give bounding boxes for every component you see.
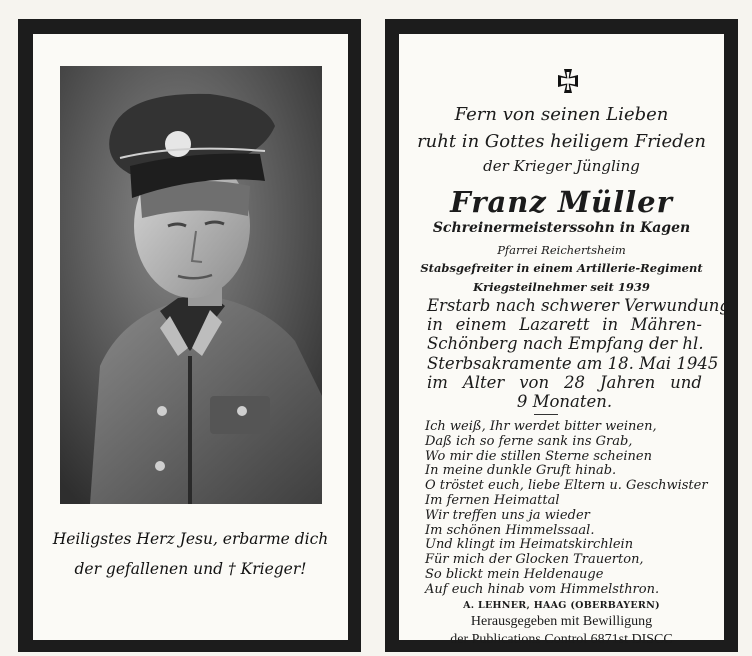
iron-cross-icon xyxy=(553,68,583,94)
rank-line: Stabsgefreiter in einem Artillerie-Regiment xyxy=(420,261,703,275)
poem-line: Auf euch hinab vom Himmelsthron. xyxy=(425,581,660,597)
memorial-text-card xyxy=(385,19,738,652)
poem-line: Wo mir die stillen Sterne scheinen xyxy=(425,448,652,464)
death-line: Sterbsakramente am 18. Mai 1945 xyxy=(427,353,719,373)
header-line: Fern von seinen Lieben xyxy=(454,104,669,125)
poem-line: Wir treffen uns ja wieder xyxy=(425,507,590,523)
poem-line: So blickt mein Heldenauge xyxy=(425,566,604,582)
memorial-photo-card xyxy=(18,19,361,652)
poem-line: In meine dunkle Gruft hinab. xyxy=(425,463,617,479)
death-line: im Alter von 28 Jahren und xyxy=(427,372,702,392)
death-line: Erstarb nach schwerer Verwundung xyxy=(427,296,730,315)
header-line: ruht in Gottes heiligem Frieden xyxy=(417,131,706,152)
text-card-inner xyxy=(399,34,730,647)
header-line: der Krieger Jüngling xyxy=(483,157,640,175)
poem-line: O tröstet euch, liebe Eltern u. Geschwister xyxy=(425,478,708,494)
soldier-portrait-image xyxy=(60,66,322,504)
death-notice xyxy=(427,296,730,412)
poem-line: Für mich der Glocken Trauerton, xyxy=(425,552,644,568)
deceased-name: Franz Müller xyxy=(450,185,673,219)
death-line: 9 Monaten. xyxy=(516,392,613,412)
poem-line: Im fernen Heimattal xyxy=(425,492,560,508)
memorial-poem xyxy=(425,420,708,598)
soldier-portrait-photo xyxy=(60,66,322,504)
prayer-line: Heiligstes Herz Jesu, erbarme dich xyxy=(52,530,329,548)
printer-credit: A. LEHNER, HAAG (OBERBAYERN) xyxy=(463,600,660,611)
service-line: Kriegsteilnehmer seit 1939 xyxy=(473,280,650,294)
divider xyxy=(534,414,558,415)
poem-line: Im schönen Himmelssaal. xyxy=(425,522,595,538)
publisher-line: der Publications Control 6871st DISCC xyxy=(450,632,673,647)
occupation-line: Schreinermeisterssohn in Kagen xyxy=(432,220,691,236)
poem-line: Und klingt im Heimatskirchlein xyxy=(425,537,634,553)
parish-line: Pfarrei Reichertsheim xyxy=(497,243,626,257)
photo-card-inner xyxy=(33,34,348,640)
death-line: Schönberg nach Empfang der hl. xyxy=(427,334,704,354)
publisher-line: Herausgegeben mit Bewilligung xyxy=(470,614,653,629)
poem-line: Daß ich so ferne sank ins Grab, xyxy=(425,433,633,449)
death-line: in einem Lazarett in Mähren- xyxy=(427,315,702,335)
poem-line: Ich weiß, Ihr werdet bitter weinen, xyxy=(425,419,657,434)
prayer-text xyxy=(33,524,348,584)
prayer-line: der gefallenen und † Krieger! xyxy=(74,560,307,578)
